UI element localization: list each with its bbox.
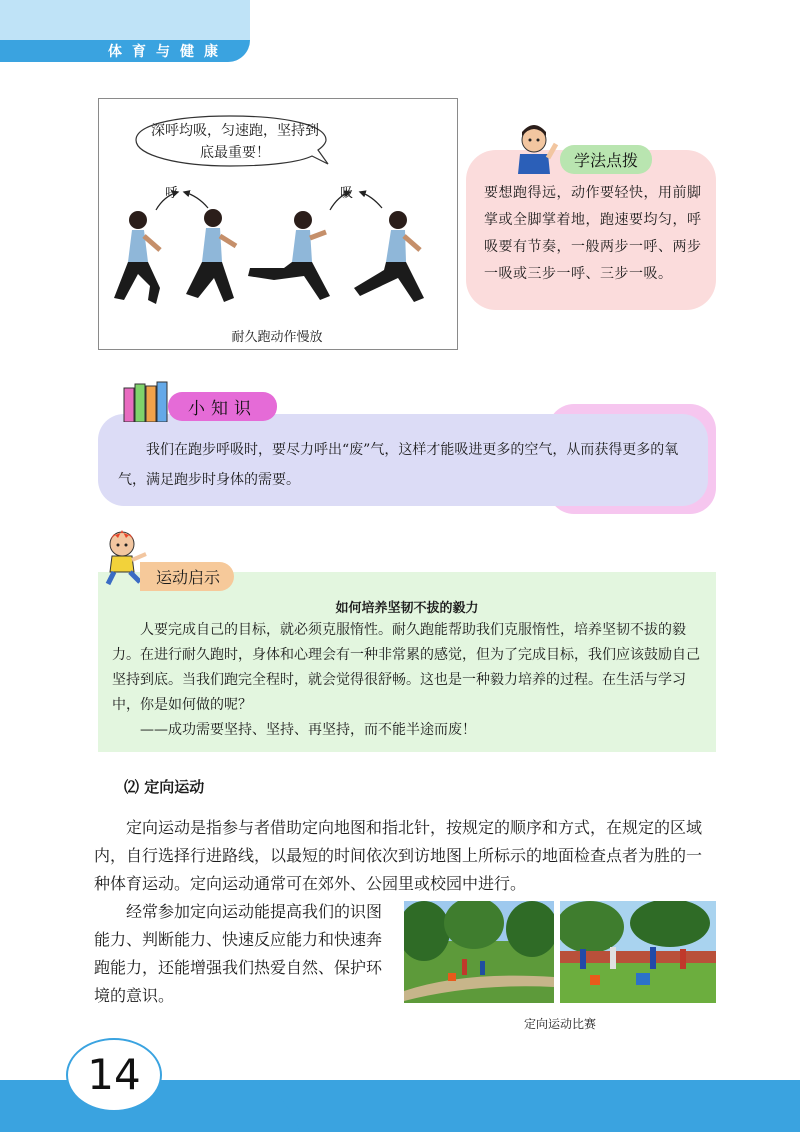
- runner-4: [354, 211, 424, 302]
- orienteering-photo-park: [404, 901, 554, 1003]
- exhale-label: 呼: [165, 186, 179, 201]
- inspiration-motto: ——成功需要坚持、坚持、再坚持，而不能半途而废！: [140, 722, 476, 738]
- photo-caption: 定向运动比赛: [523, 1017, 596, 1031]
- inspiration-body: [112, 618, 706, 743]
- runner-1: [114, 211, 160, 304]
- inhale-label: 吸: [340, 186, 354, 201]
- section-paragraph-1: 定向运动是指参与者借助定向地图和指北针，按规定的顺序和方式，在规定的区域内，自行选择行进路线，以最短的时间依次到访地图上所标示的地面检查点者为胜的一种体育运动。定向运动通常可在郊外、公园里或校园中进行。: [94, 818, 703, 893]
- bubble-text: 深呼均吸，匀速跑，坚持到底最重要！: [151, 123, 319, 161]
- inspiration-paragraph: 人要完成自己的目标，就必须克服惰性。耐久跑能帮助我们克服惰性，培养坚韧不拔的毅力。在进行耐久跑时，身体和心理会有一种非常累的感觉，但为了完成目标，我们应该鼓励自己坚持到底。当我们跑完全程时，就会觉得很舒畅。这也是一种毅力培养的过程。在生活与学习中，你是如何做的呢？: [112, 622, 700, 713]
- books-icon: [122, 380, 172, 422]
- knowledge-title: 小知识: [168, 392, 277, 421]
- runner-3: [248, 211, 330, 300]
- runner-sequence-illustration: [98, 180, 456, 320]
- header-title: 体育与健康: [108, 44, 228, 60]
- section-title: ⑵ 定向运动: [124, 778, 205, 796]
- runner-2: [186, 209, 236, 302]
- boy-thinking-icon: [512, 122, 562, 174]
- orienteering-photo-school: [560, 901, 716, 1003]
- tip-title: 学法点拨: [560, 145, 652, 174]
- knowledge-text: 我们在跑步呼吸时，要尽力呼出“废”气，这样才能吸进更多的空气，从而获得更多的氧气，满足跑步时身体的需要。: [118, 442, 679, 488]
- section-paragraph-2: 经常参加定向运动能提高我们的识图能力、判断能力、快速反应能力和快速奔跑能力，还能增强我们热爱自然、保护环境的意识。: [94, 902, 383, 1005]
- inspiration-title: 运动启示: [140, 562, 234, 591]
- page-number: 14: [66, 1038, 162, 1112]
- inspiration-heading: 如何培养坚韧不拔的毅力: [335, 601, 479, 616]
- tip-text: 要想跑得远，动作要轻快，用前脚掌或全脚掌着地，跑速要均匀，呼吸要有节奏，一般两步一呼、两步一吸或三步一呼、三步一吸。: [484, 185, 702, 282]
- running-figure-caption: 耐久跑动作慢放: [231, 330, 323, 345]
